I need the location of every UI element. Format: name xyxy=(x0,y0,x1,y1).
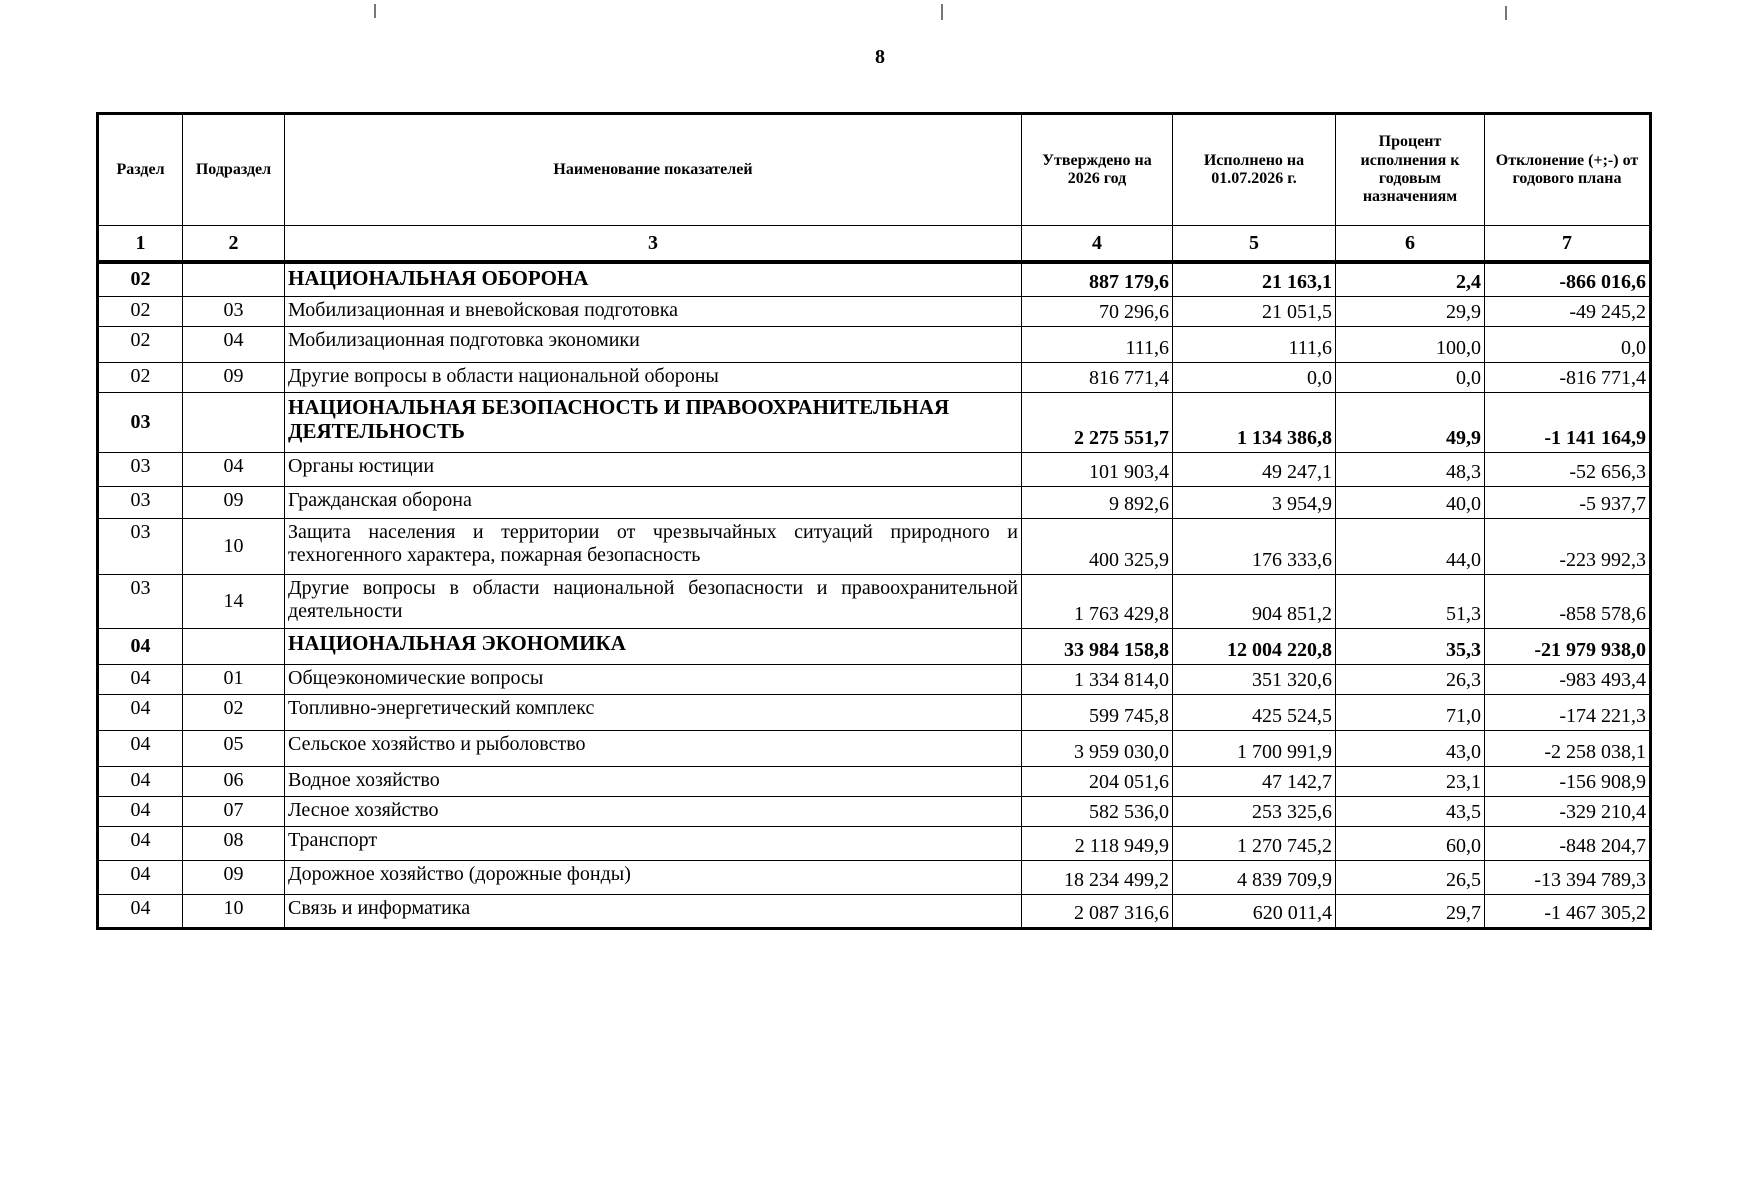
table-row xyxy=(98,296,1651,326)
col-header-approved: Утверждено на 2026 год xyxy=(1022,114,1173,226)
section-row xyxy=(98,628,1651,664)
approved-cell: 582 536,0 xyxy=(1022,796,1173,826)
deviation-cell: -174 221,3 xyxy=(1485,694,1651,730)
section-row xyxy=(98,392,1651,452)
executed-cell: 1 700 991,9 xyxy=(1173,730,1336,766)
indicator-name-cell: Мобилизационная подготовка экономики xyxy=(285,326,1022,362)
approved-cell: 400 325,9 xyxy=(1022,518,1173,574)
table-row xyxy=(98,486,1651,518)
column-number: 1 xyxy=(98,226,183,263)
col-header-name: Наименование показателей xyxy=(285,114,1022,226)
page-number: 8 xyxy=(875,46,885,68)
percent-cell: 43,5 xyxy=(1336,796,1485,826)
percent-cell: 44,0 xyxy=(1336,518,1485,574)
executed-cell: 1 134 386,8 xyxy=(1173,392,1336,452)
razdel-cell: 03 xyxy=(98,486,183,518)
percent-cell: 26,5 xyxy=(1336,860,1485,894)
table-row xyxy=(98,664,1651,694)
approved-cell: 33 984 158,8 xyxy=(1022,628,1173,664)
razdel-cell: 03 xyxy=(98,574,183,628)
approved-cell: 1 763 429,8 xyxy=(1022,574,1173,628)
approved-cell: 599 745,8 xyxy=(1022,694,1173,730)
col-header-percent: Процент исполнения к годовым назначениям xyxy=(1336,114,1485,226)
deviation-cell: -5 937,7 xyxy=(1485,486,1651,518)
deviation-cell: -983 493,4 xyxy=(1485,664,1651,694)
executed-cell: 176 333,6 xyxy=(1173,518,1336,574)
podrazdel-cell: 03 xyxy=(183,296,285,326)
razdel-cell: 04 xyxy=(98,664,183,694)
executed-cell: 351 320,6 xyxy=(1173,664,1336,694)
executed-cell: 12 004 220,8 xyxy=(1173,628,1336,664)
deviation-cell: -13 394 789,3 xyxy=(1485,860,1651,894)
percent-cell: 29,9 xyxy=(1336,296,1485,326)
deviation-cell: -156 908,9 xyxy=(1485,766,1651,796)
indicator-name-cell: Другие вопросы в области национальной обороны xyxy=(285,362,1022,392)
podrazdel-cell: 01 xyxy=(183,664,285,694)
table-row xyxy=(98,766,1651,796)
deviation-cell: -2 258 038,1 xyxy=(1485,730,1651,766)
budget-execution-table xyxy=(96,112,1652,930)
approved-cell: 1 334 814,0 xyxy=(1022,664,1173,694)
razdel-cell: 04 xyxy=(98,860,183,894)
table-row xyxy=(98,326,1651,362)
column-numbers-row xyxy=(98,226,1651,263)
indicator-name-cell: Дорожное хозяйство (дорожные фонды) xyxy=(285,860,1022,894)
column-number: 5 xyxy=(1173,226,1336,263)
column-number: 7 xyxy=(1485,226,1651,263)
table-row xyxy=(98,894,1651,928)
approved-cell: 18 234 499,2 xyxy=(1022,860,1173,894)
table-row xyxy=(98,730,1651,766)
scan-speck xyxy=(374,4,376,18)
deviation-cell: -21 979 938,0 xyxy=(1485,628,1651,664)
table-row xyxy=(98,796,1651,826)
table-row xyxy=(98,826,1651,860)
approved-cell: 111,6 xyxy=(1022,326,1173,362)
percent-cell: 40,0 xyxy=(1336,486,1485,518)
deviation-cell: -329 210,4 xyxy=(1485,796,1651,826)
table-row xyxy=(98,860,1651,894)
approved-cell: 101 903,4 xyxy=(1022,452,1173,486)
approved-cell: 2 118 949,9 xyxy=(1022,826,1173,860)
podrazdel-cell: 06 xyxy=(183,766,285,796)
podrazdel-cell: 04 xyxy=(183,452,285,486)
column-number: 2 xyxy=(183,226,285,263)
deviation-cell: -52 656,3 xyxy=(1485,452,1651,486)
executed-cell: 253 325,6 xyxy=(1173,796,1336,826)
col-header-razdel: Раздел xyxy=(98,114,183,226)
razdel-cell: 04 xyxy=(98,766,183,796)
approved-cell: 2 087 316,6 xyxy=(1022,894,1173,928)
executed-cell: 0,0 xyxy=(1173,362,1336,392)
approved-cell: 70 296,6 xyxy=(1022,296,1173,326)
podrazdel-cell: 08 xyxy=(183,826,285,860)
executed-cell: 47 142,7 xyxy=(1173,766,1336,796)
deviation-cell: -1 467 305,2 xyxy=(1485,894,1651,928)
deviation-cell: -816 771,4 xyxy=(1485,362,1651,392)
deviation-cell: -848 204,7 xyxy=(1485,826,1651,860)
percent-cell: 0,0 xyxy=(1336,362,1485,392)
podrazdel-cell xyxy=(183,392,285,452)
col-header-deviation: Отклонение (+;-) от годового плана xyxy=(1485,114,1651,226)
executed-cell: 3 954,9 xyxy=(1173,486,1336,518)
table-body xyxy=(98,226,1651,929)
approved-cell: 3 959 030,0 xyxy=(1022,730,1173,766)
percent-cell: 29,7 xyxy=(1336,894,1485,928)
section-row xyxy=(98,262,1651,296)
scan-speck xyxy=(1505,6,1507,20)
indicator-name-cell: Топливно-энергетический комплекс xyxy=(285,694,1022,730)
razdel-cell: 02 xyxy=(98,296,183,326)
podrazdel-cell xyxy=(183,262,285,296)
percent-cell: 23,1 xyxy=(1336,766,1485,796)
indicator-name-cell: Транспорт xyxy=(285,826,1022,860)
table-row xyxy=(98,574,1651,628)
executed-cell: 49 247,1 xyxy=(1173,452,1336,486)
indicator-name-cell: Гражданская оборона xyxy=(285,486,1022,518)
podrazdel-cell xyxy=(183,628,285,664)
indicator-name-cell: Общеэкономические вопросы xyxy=(285,664,1022,694)
indicator-name-cell: Связь и информатика xyxy=(285,894,1022,928)
indicator-name-cell: НАЦИОНАЛЬНАЯ ОБОРОНА xyxy=(285,262,1022,296)
podrazdel-cell: 09 xyxy=(183,362,285,392)
indicator-name-cell: НАЦИОНАЛЬНАЯ ЭКОНОМИКА xyxy=(285,628,1022,664)
executed-cell: 21 163,1 xyxy=(1173,262,1336,296)
percent-cell: 43,0 xyxy=(1336,730,1485,766)
percent-cell: 100,0 xyxy=(1336,326,1485,362)
indicator-name-cell: НАЦИОНАЛЬНАЯ БЕЗОПАСНОСТЬ И ПРАВООХРАНИТЕЛЬНАЯ ДЕЯТЕЛЬНОСТЬ xyxy=(285,392,1022,452)
column-number: 3 xyxy=(285,226,1022,263)
percent-cell: 35,3 xyxy=(1336,628,1485,664)
deviation-cell: -858 578,6 xyxy=(1485,574,1651,628)
podrazdel-cell: 09 xyxy=(183,486,285,518)
approved-cell: 816 771,4 xyxy=(1022,362,1173,392)
razdel-cell: 04 xyxy=(98,894,183,928)
approved-cell: 204 051,6 xyxy=(1022,766,1173,796)
razdel-cell: 02 xyxy=(98,362,183,392)
podrazdel-cell: 10 xyxy=(183,894,285,928)
percent-cell: 49,9 xyxy=(1336,392,1485,452)
razdel-cell: 02 xyxy=(98,326,183,362)
razdel-cell: 03 xyxy=(98,452,183,486)
executed-cell: 904 851,2 xyxy=(1173,574,1336,628)
percent-cell: 51,3 xyxy=(1336,574,1485,628)
deviation-cell: 0,0 xyxy=(1485,326,1651,362)
razdel-cell: 04 xyxy=(98,730,183,766)
indicator-name-cell: Мобилизационная и вневойсковая подготовка xyxy=(285,296,1022,326)
approved-cell: 887 179,6 xyxy=(1022,262,1173,296)
table-row xyxy=(98,452,1651,486)
col-header-executed: Исполнено на 01.07.2026 г. xyxy=(1173,114,1336,226)
executed-cell: 425 524,5 xyxy=(1173,694,1336,730)
podrazdel-cell: 02 xyxy=(183,694,285,730)
razdel-cell: 03 xyxy=(98,392,183,452)
percent-cell: 2,4 xyxy=(1336,262,1485,296)
indicator-name-cell: Водное хозяйство xyxy=(285,766,1022,796)
indicator-name-cell: Другие вопросы в области национальной безопасности и правоохранительной деятельности xyxy=(285,574,1022,628)
percent-cell: 71,0 xyxy=(1336,694,1485,730)
executed-cell: 4 839 709,9 xyxy=(1173,860,1336,894)
razdel-cell: 04 xyxy=(98,796,183,826)
razdel-cell: 03 xyxy=(98,518,183,574)
approved-cell: 2 275 551,7 xyxy=(1022,392,1173,452)
podrazdel-cell: 04 xyxy=(183,326,285,362)
razdel-cell: 04 xyxy=(98,826,183,860)
percent-cell: 60,0 xyxy=(1336,826,1485,860)
header-row xyxy=(98,114,1651,226)
executed-cell: 620 011,4 xyxy=(1173,894,1336,928)
column-number: 6 xyxy=(1336,226,1485,263)
col-header-podrazdel: Подраздел xyxy=(183,114,285,226)
table-row xyxy=(98,694,1651,730)
razdel-cell: 04 xyxy=(98,694,183,730)
deviation-cell: -1 141 164,9 xyxy=(1485,392,1651,452)
podrazdel-cell: 09 xyxy=(183,860,285,894)
podrazdel-cell: 10 xyxy=(183,518,285,574)
scan-speck xyxy=(941,4,943,20)
percent-cell: 48,3 xyxy=(1336,452,1485,486)
column-number: 4 xyxy=(1022,226,1173,263)
podrazdel-cell: 05 xyxy=(183,730,285,766)
deviation-cell: -49 245,2 xyxy=(1485,296,1651,326)
table-row xyxy=(98,518,1651,574)
deviation-cell: -866 016,6 xyxy=(1485,262,1651,296)
deviation-cell: -223 992,3 xyxy=(1485,518,1651,574)
indicator-name-cell: Защита населения и территории от чрезвычайных ситуаций природного и техногенного характера, пожарная безопасность xyxy=(285,518,1022,574)
indicator-name-cell: Органы юстиции xyxy=(285,452,1022,486)
razdel-cell: 04 xyxy=(98,628,183,664)
indicator-name-cell: Сельское хозяйство и рыболовство xyxy=(285,730,1022,766)
podrazdel-cell: 07 xyxy=(183,796,285,826)
podrazdel-cell: 14 xyxy=(183,574,285,628)
table-row xyxy=(98,362,1651,392)
executed-cell: 1 270 745,2 xyxy=(1173,826,1336,860)
approved-cell: 9 892,6 xyxy=(1022,486,1173,518)
indicator-name-cell: Лесное хозяйство xyxy=(285,796,1022,826)
percent-cell: 26,3 xyxy=(1336,664,1485,694)
razdel-cell: 02 xyxy=(98,262,183,296)
executed-cell: 21 051,5 xyxy=(1173,296,1336,326)
executed-cell: 111,6 xyxy=(1173,326,1336,362)
